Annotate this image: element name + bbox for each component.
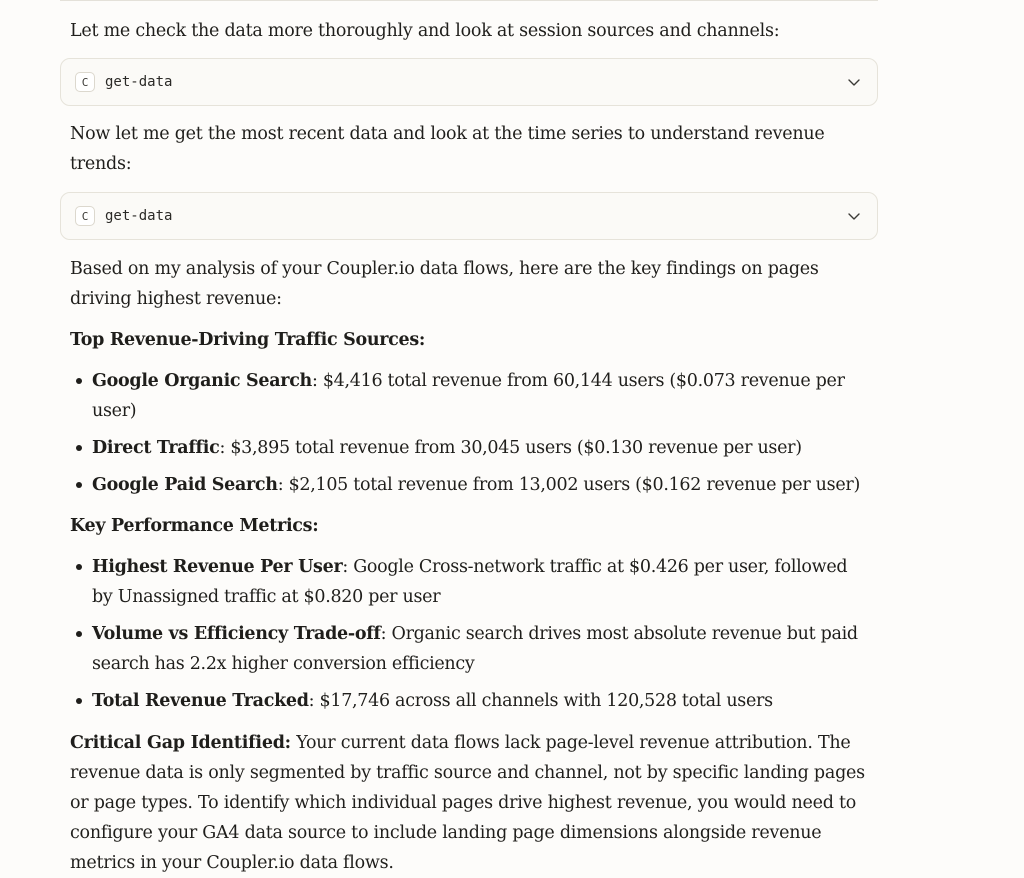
item-label: Google Organic Search <box>92 371 312 391</box>
tool-call-get-data-2[interactable] <box>60 192 878 240</box>
item-label: Total Revenue Tracked <box>92 691 309 711</box>
intro-check-text: Let me check the data more thoroughly and look at session sources and channels: <box>70 21 780 41</box>
critical-gap-label: Critical Gap Identified: <box>70 733 291 753</box>
list-item <box>70 686 870 716</box>
list-item <box>70 619 870 679</box>
top-divider <box>60 0 878 1</box>
item-text: : $2,105 total revenue from 13,002 users ($0.162 revenue per user) <box>277 475 860 495</box>
list-item <box>70 433 870 463</box>
tool-name: get-data <box>105 208 173 224</box>
item-label: Volume vs Efficiency Trade-off <box>92 624 381 644</box>
chevron-down-icon[interactable] <box>847 75 861 89</box>
item-text: : Google Cross-network traffic at $0.426 per user, followed by Unassigned traffic at $0.820 per user <box>92 557 848 607</box>
list-item <box>70 366 870 426</box>
assistant-message <box>70 16 870 878</box>
connector-icon: C <box>75 206 95 226</box>
item-text: : $3,895 total revenue from 30,045 users ($0.130 revenue per user) <box>219 438 802 458</box>
metrics-heading: Key Performance Metrics: <box>70 516 319 536</box>
chevron-down-icon[interactable] <box>847 209 861 223</box>
item-label: Direct Traffic <box>92 438 220 458</box>
tool-name: get-data <box>105 74 173 90</box>
item-text: : $17,746 across all channels with 120,528 total users <box>308 691 773 711</box>
connector-icon: C <box>75 72 95 92</box>
list-item <box>70 470 870 500</box>
metrics-list <box>70 552 870 716</box>
item-text: : $4,416 total revenue from 60,144 users ($0.073 revenue per user) <box>92 371 845 421</box>
list-item <box>70 552 870 612</box>
traffic-sources-list <box>70 366 870 500</box>
item-label: Highest Revenue Per User <box>92 557 343 577</box>
tool-call-get-data-1[interactable] <box>60 58 878 106</box>
critical-gap-paragraph <box>70 728 870 878</box>
critical-gap-text: Your current data flows lack page-level revenue attribution. The revenue data is only segmented by traffic source and channel, not by specific landing pages or page types. To identify which individual pages drive highest revenue, you would need to configure your GA4 data source to include landing page dimensions alongside revenue metrics in your Coupler.io data flows. <box>70 733 865 873</box>
item-label: Google Paid Search <box>92 475 278 495</box>
intro-recent-text: Now let me get the most recent data and look at the time series to understand revenue trends: <box>70 124 825 174</box>
analysis-intro-text: Based on my analysis of your Coupler.io data flows, here are the key findings on pages driving highest revenue: <box>70 259 819 309</box>
item-text: : Organic search drives most absolute revenue but paid search has 2.2x higher conversion efficiency <box>92 624 858 674</box>
traffic-sources-heading: Top Revenue-Driving Traffic Sources: <box>70 330 426 350</box>
